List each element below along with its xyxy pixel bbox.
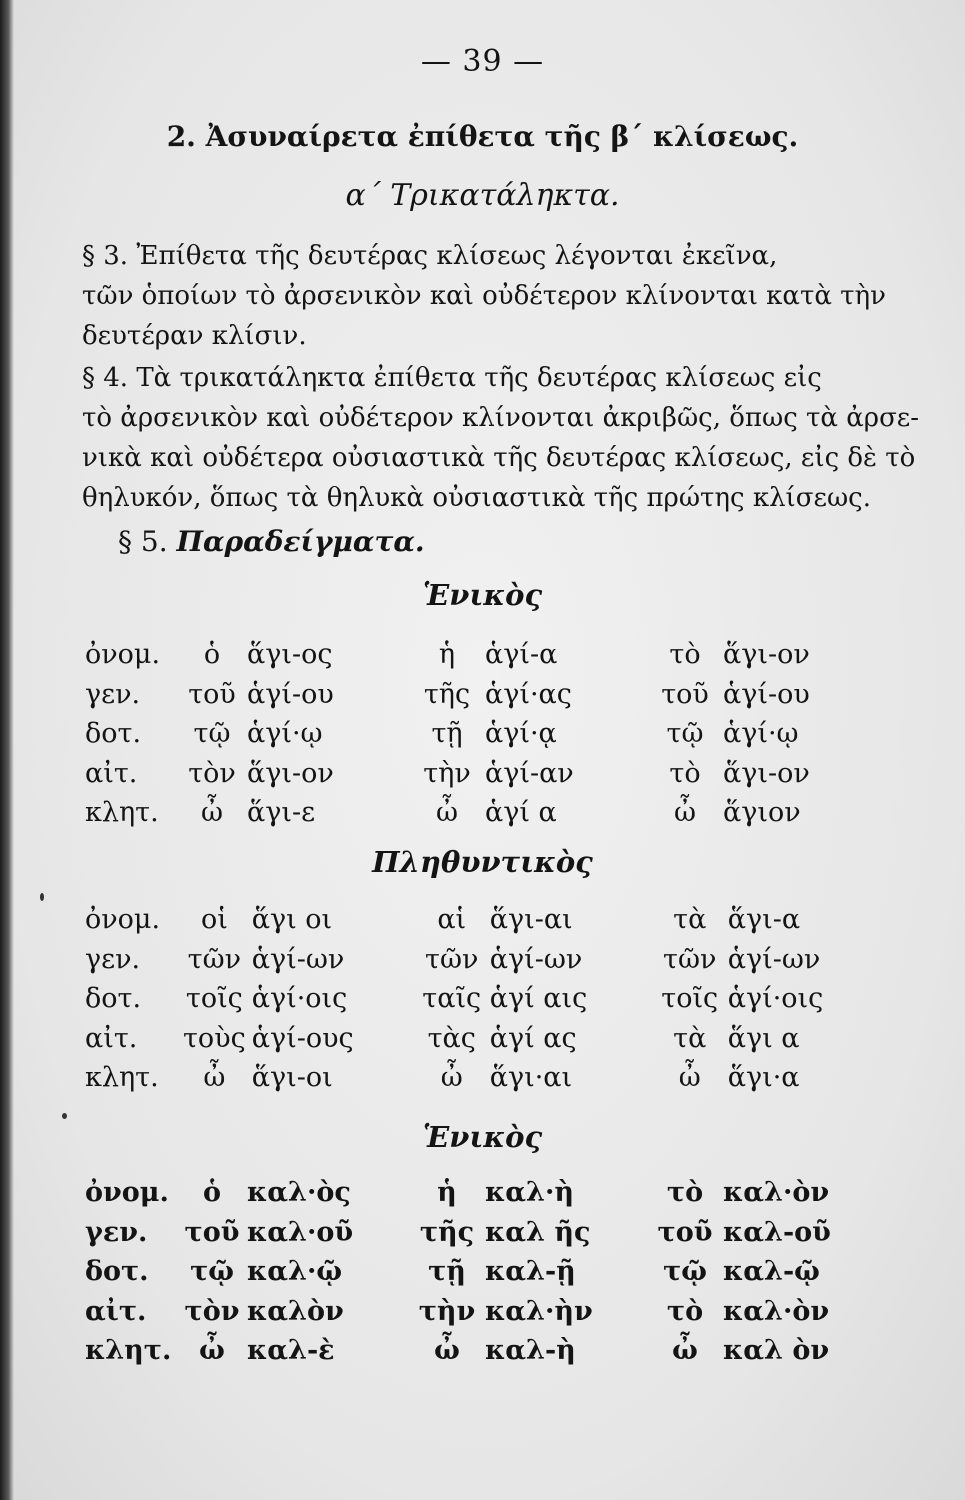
form-feminine: ἁγί·ᾳ	[485, 718, 557, 750]
declension-row	[85, 1019, 885, 1059]
form-masculine: ἁγί·ῳ	[247, 718, 323, 750]
form-masculine: καλ·ῷ	[247, 1256, 343, 1288]
subheading: α΄ Τρικατάληκτα.	[345, 178, 620, 213]
case-label: γεν.	[85, 1216, 148, 1248]
paragraph-5-prefix: § 5.	[118, 525, 168, 558]
print-speck	[40, 893, 44, 901]
case-label: δοτ.	[85, 718, 142, 750]
article-neuter: ὦ	[673, 797, 697, 829]
page-edge-shadow	[0, 0, 14, 1500]
declension-row	[85, 1292, 885, 1332]
declension-row	[85, 900, 885, 940]
form-neuter: ἅγι α	[727, 1022, 800, 1054]
declension-row	[85, 714, 885, 754]
case-label: γεν.	[85, 943, 141, 975]
form-neuter: καλ·ὸν	[723, 1295, 830, 1327]
form-feminine: καλ-ῇ	[485, 1256, 576, 1288]
paragraph-line: τῶν ὁποίων τὸ ἀρσενικὸν καὶ οὐδέτερον κλίνονται κατὰ τὴν	[82, 281, 886, 311]
article-neuter: τὸ	[669, 639, 701, 671]
form-feminine: καλ-ὴ	[485, 1335, 576, 1367]
form-feminine: ἁγί-ων	[489, 943, 583, 975]
form-feminine: ἁγί-α	[485, 639, 558, 671]
paragraph-line: θηλυκόν, ὅπως τὰ θηλυκὰ οὐσιαστικὰ τῆς πρώτης κλίσεως.	[82, 483, 871, 513]
declension-table-agios-plural	[85, 900, 885, 1098]
form-feminine: ἁγί ας	[489, 1022, 577, 1054]
form-neuter: καλ ὸν	[723, 1335, 830, 1367]
article-neuter: τοῖς	[661, 983, 719, 1015]
article-neuter: τοῦ	[661, 678, 709, 710]
form-feminine: καλ·ὴν	[485, 1295, 593, 1327]
declension-row	[85, 1058, 885, 1098]
declension-row	[85, 1213, 885, 1253]
article-neuter: τῶν	[663, 943, 717, 975]
article-feminine: ἡ	[437, 1177, 457, 1209]
article-feminine: αἱ	[437, 904, 467, 936]
declension-row	[85, 635, 885, 675]
article-masculine: τοῦ	[188, 678, 236, 710]
case-label: κλητ.	[85, 797, 159, 829]
form-masculine: ἅγι-ον	[247, 757, 334, 789]
article-feminine: ἡ	[438, 639, 456, 671]
form-neuter: καλ·ὸν	[723, 1177, 830, 1209]
form-feminine: ἅγι-αι	[489, 904, 573, 936]
paragraph-line: τὸ ἀρσενικὸν καὶ οὐδέτερον κλίνονται ἀκριβῶς, ὅπως τὰ ἀρσε-	[82, 403, 920, 433]
declension-row	[85, 754, 885, 794]
article-neuter: τὸ	[666, 1295, 704, 1327]
case-label: δοτ.	[85, 1256, 149, 1288]
article-neuter: ὦ	[678, 1062, 701, 1094]
form-feminine: ἅγι·αι	[489, 1062, 573, 1094]
print-speck	[62, 1113, 67, 1119]
article-masculine: οἱ	[200, 904, 228, 936]
article-masculine: τῷ	[190, 1256, 234, 1288]
case-label: δοτ.	[85, 983, 142, 1015]
form-feminine: καλ·ὴ	[485, 1177, 574, 1209]
singular-title: Ἑνικὸς	[422, 578, 543, 612]
article-masculine: ὁ	[202, 1177, 221, 1209]
form-masculine: ἁγί·οις	[251, 983, 348, 1015]
article-masculine: τοῦ	[184, 1216, 240, 1248]
declension-row	[85, 1173, 885, 1213]
paragraph-line: § 4. Τὰ τρικατάληκτα ἐπίθετα τῆς δευτέρας κλίσεως εἰς	[82, 363, 822, 393]
article-neuter: ὦ	[672, 1335, 698, 1367]
singular-title-second: Ἑνικὸς	[422, 1120, 543, 1154]
article-masculine: ὦ	[200, 797, 224, 829]
paragraph-5	[118, 525, 425, 558]
article-feminine: τῇ	[428, 1256, 466, 1288]
case-label: αἰτ.	[85, 1022, 138, 1054]
form-neuter: ἅγι-ον	[723, 639, 810, 671]
article-feminine: τὴν	[418, 1295, 476, 1327]
article-feminine: ταῖς	[422, 983, 482, 1015]
plural-title: Πληθυντικὸς	[372, 845, 593, 879]
case-label: αἰτ.	[85, 757, 138, 789]
article-neuter: τῷ	[663, 1256, 707, 1288]
form-masculine: καλὸν	[247, 1295, 344, 1327]
article-neuter: τῷ	[666, 718, 704, 750]
form-masculine: ἁγί-ων	[251, 943, 345, 975]
article-feminine: ὦ	[434, 1335, 460, 1367]
case-label: ὀνομ.	[85, 1177, 169, 1209]
case-label: ὀνομ.	[85, 904, 161, 936]
examples-label: Παραδείγματα.	[176, 525, 425, 558]
form-neuter: ἅγι·α	[727, 1062, 800, 1094]
page-number: — 39 —	[420, 44, 545, 79]
declension-table-agios-singular	[85, 635, 885, 833]
article-feminine: ὦ	[440, 1062, 463, 1094]
article-masculine: τῷ	[193, 718, 231, 750]
form-neuter: ἁγί·ῳ	[723, 718, 799, 750]
form-masculine: καλ-ὲ	[247, 1335, 335, 1367]
declension-row	[85, 675, 885, 715]
paragraph-3	[82, 236, 886, 356]
article-feminine: τῆς	[419, 1216, 475, 1248]
declension-table-kalos-singular	[85, 1173, 885, 1371]
form-feminine: ἁγί·ας	[485, 678, 572, 710]
form-masculine: ἅγι-ος	[247, 639, 333, 671]
form-neuter: ἅγι-ον	[723, 757, 810, 789]
article-neuter: τὸ	[666, 1177, 704, 1209]
form-feminine: ἁγί α	[485, 797, 557, 829]
declension-row	[85, 793, 885, 833]
article-neuter: τὰ	[673, 904, 707, 936]
article-feminine: ὦ	[435, 797, 459, 829]
form-masculine: ἁγί-ους	[251, 1022, 354, 1054]
article-neuter: τοῦ	[657, 1216, 713, 1248]
form-neuter: ἅγιον	[723, 797, 801, 829]
case-label: γεν.	[85, 678, 141, 710]
case-label: ὀνομ.	[85, 639, 161, 671]
declension-row	[85, 1252, 885, 1292]
article-masculine: τοὺς	[183, 1022, 246, 1054]
form-masculine: ἅγι οι	[251, 904, 333, 936]
declension-row	[85, 940, 885, 980]
article-masculine: ὦ	[203, 1062, 226, 1094]
article-neuter: τὰ	[673, 1022, 707, 1054]
section-heading: 2. Ἀσυναίρετα ἐπίθετα τῆς β΄ κλίσεως.	[166, 120, 799, 153]
form-neuter: ἁγί-ων	[727, 943, 821, 975]
article-feminine: τῆς	[423, 678, 471, 710]
form-masculine: ἅγι-ε	[247, 797, 316, 829]
form-feminine: ἁγί αις	[489, 983, 588, 1015]
case-label: αἰτ.	[85, 1295, 147, 1327]
case-label: κλητ.	[85, 1335, 172, 1367]
article-masculine: ὁ	[203, 639, 221, 671]
form-masculine: ἁγί-ου	[247, 678, 334, 710]
paragraph-4	[82, 358, 920, 518]
form-feminine: καλ ῆς	[485, 1216, 591, 1248]
declension-row	[85, 1331, 885, 1371]
case-label: κλητ.	[85, 1062, 159, 1094]
paragraph-line: νικὰ καὶ οὐδέτερα οὐσιαστικὰ τῆς δευτέρας κλίσεως, εἰς δὲ τὸ	[82, 443, 916, 473]
article-masculine: τὸν	[188, 757, 236, 789]
article-masculine: τοῖς	[185, 983, 243, 1015]
form-neuter: ἅγι-α	[727, 904, 801, 936]
form-neuter: ἁγί·οις	[727, 983, 824, 1015]
article-masculine: τὸν	[184, 1295, 240, 1327]
form-neuter: ἁγί-ου	[723, 678, 810, 710]
article-feminine: τὴν	[423, 757, 471, 789]
form-masculine: καλ·οῦ	[247, 1216, 354, 1248]
declension-row	[85, 979, 885, 1019]
article-masculine: τῶν	[187, 943, 242, 975]
form-neuter: καλ-οῦ	[723, 1216, 831, 1248]
paragraph-line: δευτέραν κλίσιν.	[82, 321, 307, 351]
article-masculine: ὦ	[199, 1335, 225, 1367]
form-neuter: καλ-ῷ	[723, 1256, 820, 1288]
form-masculine: καλ·ὸς	[247, 1177, 351, 1209]
article-neuter: τὸ	[669, 757, 701, 789]
article-feminine: τὰς	[427, 1022, 476, 1054]
article-feminine: τῶν	[425, 943, 479, 975]
form-masculine: ἅγι-οι	[251, 1062, 333, 1094]
form-feminine: ἁγί-αν	[485, 757, 574, 789]
article-feminine: τῇ	[431, 718, 463, 750]
paragraph-line: § 3. Ἐπίθετα τῆς δευτέρας κλίσεως λέγονται ἐκεῖνα,	[82, 241, 778, 271]
